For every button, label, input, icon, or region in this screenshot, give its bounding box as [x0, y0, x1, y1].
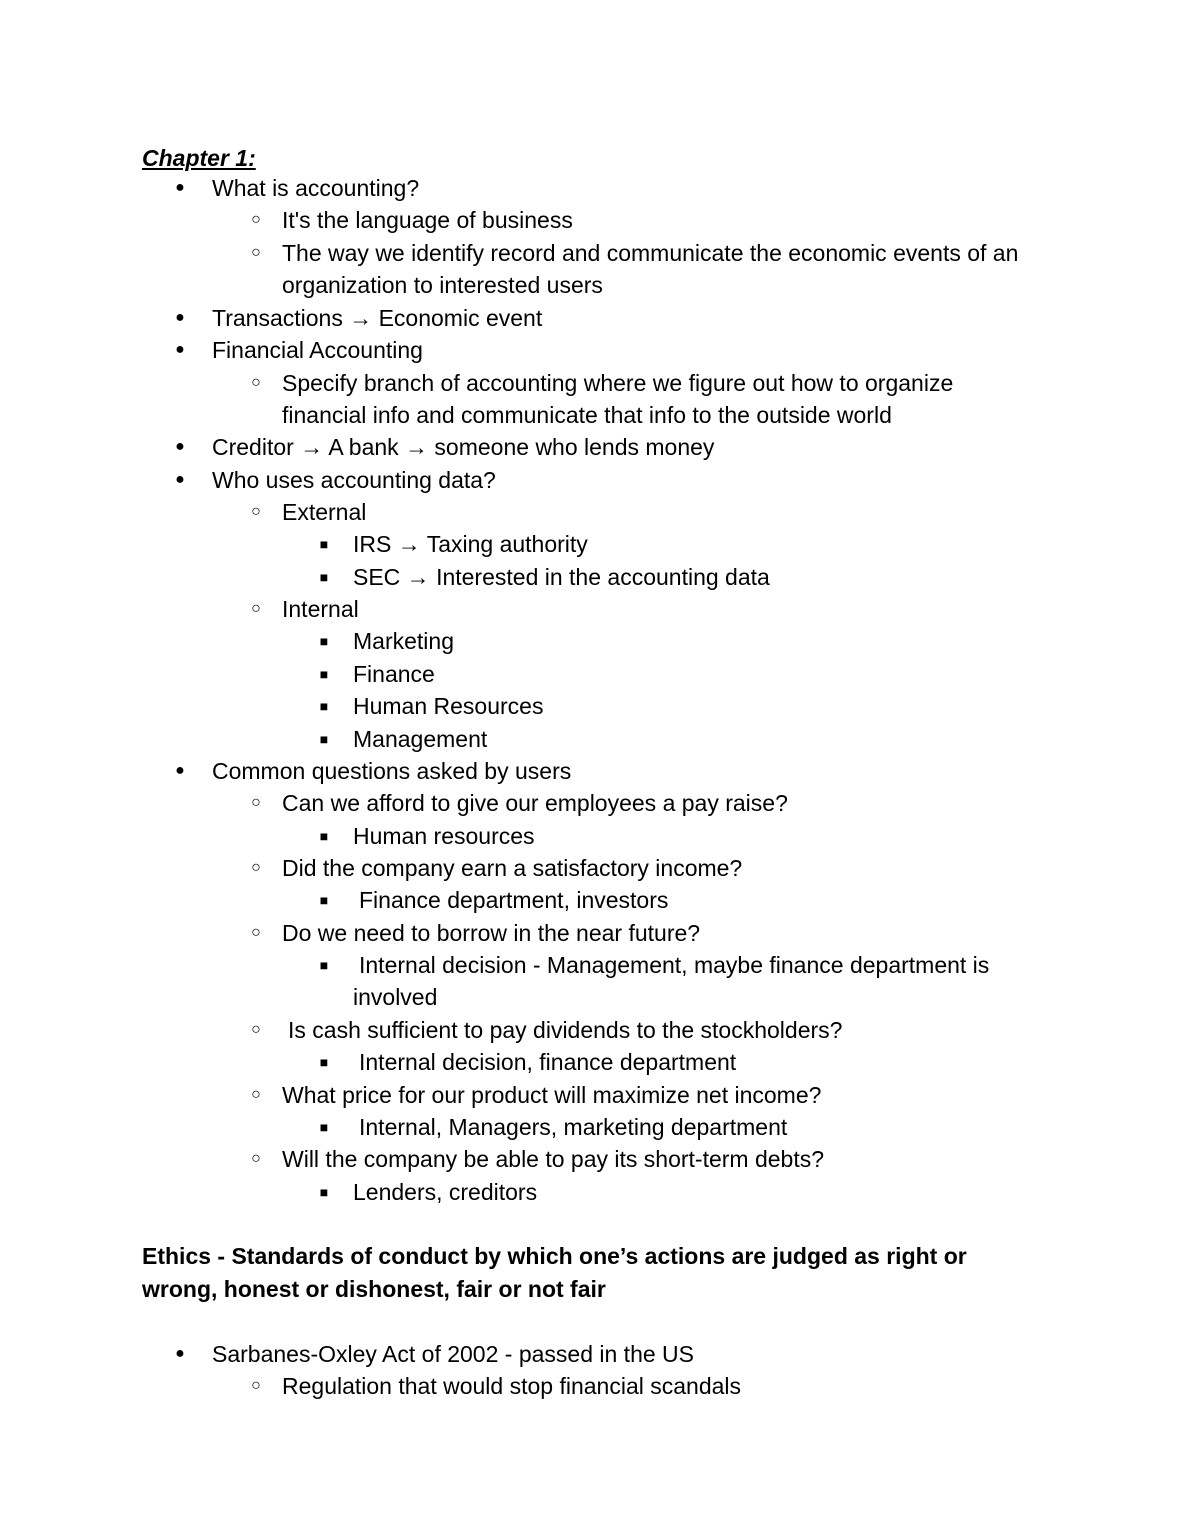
- bullet-square-icon: ■: [319, 828, 329, 844]
- list-item-text: involved: [353, 984, 438, 1010]
- list-item-text: financial info and communicate that info to the outside world: [282, 402, 892, 428]
- bullet-circle-icon: ○: [251, 1150, 261, 1167]
- list-item-text: Can we afford to give our employees a pay raise?: [282, 790, 788, 816]
- bullet-circle-icon: ○: [251, 211, 261, 228]
- list-item-text: Management: [353, 726, 488, 752]
- list-item-text: Lenders, creditors: [353, 1179, 538, 1205]
- bullet-square-icon: ■: [319, 1119, 329, 1135]
- bullet-circle-icon: ○: [251, 503, 261, 520]
- list-item-text: Internal, Managers, marketing department: [359, 1114, 788, 1140]
- list-item-text: Specify branch of accounting where we figure out how to organize: [282, 370, 954, 396]
- list-item-text: What price for our product will maximize net income?: [282, 1082, 822, 1108]
- ethics-statement: Ethics - Standards of conduct by which one’s actions are judged as right or wrong, honest or dishonest, fair or not fair: [142, 1243, 967, 1302]
- bullet-circle-icon: ○: [251, 1377, 261, 1394]
- bullet-circle-icon: ○: [251, 600, 261, 617]
- list-item-text: What is accounting?: [212, 175, 420, 201]
- list-item-text: Human resources: [353, 823, 535, 849]
- bullet-disc-icon: ●: [175, 1345, 185, 1362]
- bullet-square-icon: ■: [319, 698, 329, 714]
- list-item-text: Internal decision - Management, maybe finance department is: [359, 952, 990, 978]
- list-item-text: IRS → Taxing authority: [353, 531, 588, 557]
- bullet-square-icon: ■: [319, 536, 329, 552]
- list-item-text: Did the company earn a satisfactory income?: [282, 855, 743, 881]
- list-item-text: Who uses accounting data?: [212, 467, 496, 493]
- list-item-text: It's the language of business: [282, 207, 573, 233]
- bullet-circle-icon: ○: [251, 244, 261, 261]
- bullet-circle-icon: ○: [251, 794, 261, 811]
- list-item-text: Is cash sufficient to pay dividends to the stockholders?: [288, 1017, 843, 1043]
- bullet-square-icon: ■: [319, 957, 329, 973]
- bullet-disc-icon: ●: [175, 471, 185, 488]
- list-item-text: Common questions asked by users: [212, 758, 572, 784]
- bullet-disc-icon: ●: [175, 309, 185, 326]
- bullet-square-icon: ■: [319, 1184, 329, 1200]
- list-item-text: Human Resources: [353, 693, 544, 719]
- list-item-text: SEC → Interested in the accounting data: [353, 564, 770, 590]
- list-item-text: Marketing: [353, 628, 454, 654]
- bullet-square-icon: ■: [319, 731, 329, 747]
- list-item-text: Sarbanes-Oxley Act of 2002 - passed in the US: [212, 1341, 694, 1367]
- list-item-text: Regulation that would stop financial scandals: [282, 1373, 742, 1399]
- chapter-heading: Chapter 1:: [142, 145, 256, 171]
- list-item-text: organization to interested users: [282, 272, 603, 298]
- list-item-text: Will the company be able to pay its short-term debts?: [282, 1146, 825, 1172]
- list-item-text: Finance: [353, 661, 435, 687]
- list-item-text: Do we need to borrow in the near future?: [282, 920, 701, 946]
- list-item-text: Internal decision, finance department: [359, 1049, 737, 1075]
- bullet-disc-icon: ●: [175, 438, 185, 455]
- bullet-square-icon: ■: [319, 892, 329, 908]
- bullet-square-icon: ■: [319, 569, 329, 585]
- list-item-text: Transactions → Economic event: [212, 305, 543, 331]
- list-item-text: Finance department, investors: [359, 887, 669, 913]
- bullet-disc-icon: ●: [175, 762, 185, 779]
- list-item-text: External: [282, 499, 367, 525]
- bullet-circle-icon: ○: [251, 1086, 261, 1103]
- bullet-circle-icon: ○: [251, 374, 261, 391]
- list-item-text: Internal: [282, 596, 359, 622]
- bullet-square-icon: ■: [319, 666, 329, 682]
- list-item-text: The way we identify record and communicate the economic events of an: [282, 240, 1019, 266]
- bullet-disc-icon: ●: [175, 341, 185, 358]
- list-item-text: Creditor → A bank → someone who lends money: [212, 434, 715, 460]
- bullet-square-icon: ■: [319, 1054, 329, 1070]
- list-item-text: Financial Accounting: [212, 337, 423, 363]
- bullet-circle-icon: ○: [251, 924, 261, 941]
- bullet-disc-icon: ●: [175, 179, 185, 196]
- bullet-square-icon: ■: [319, 633, 329, 649]
- bullet-circle-icon: ○: [251, 1021, 261, 1038]
- bullet-circle-icon: ○: [251, 859, 261, 876]
